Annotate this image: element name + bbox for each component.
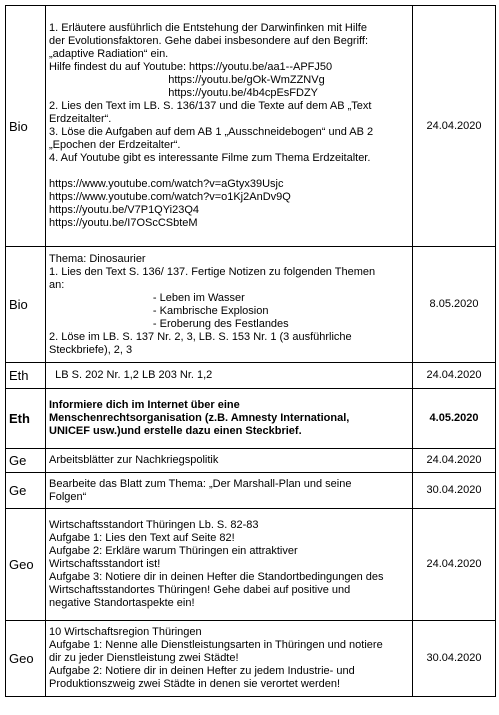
subject-cell: Bio <box>6 247 46 363</box>
due-date-cell: 30.04.2020 <box>413 473 496 509</box>
task-line: „adaptive Radiation“ ein. <box>49 48 169 60</box>
task-line: Wirtschaftsstandort ist! <box>49 558 161 570</box>
task-line: Produktionszweig zwei Städte in denen sie verortet werden! <box>49 678 341 690</box>
task-line: „Epochen der Erdzeitalter“. <box>49 139 181 151</box>
due-date-cell: 30.04.2020 <box>413 621 496 697</box>
assignment-row <box>6 389 496 449</box>
subject-cell: Geo <box>6 621 46 697</box>
assignment-table <box>5 5 496 697</box>
subject-cell: Eth <box>6 363 46 389</box>
assignment-row <box>6 247 496 363</box>
task-line: dir zu jeder Dienstleistung zwei Städte! <box>49 652 239 664</box>
task-cell <box>46 363 413 389</box>
task-cell <box>46 6 413 247</box>
task-line: Thema: Dinosaurier <box>49 252 146 265</box>
subject-cell: Ge <box>6 449 46 473</box>
task-line: Menschenrechtsorganisation (z.B. Amnesty International, <box>49 412 350 424</box>
task-line: - Kambrische Explosion <box>49 304 269 317</box>
task-line: Erdzeitalter“. <box>49 113 112 125</box>
assignment-row <box>6 6 496 247</box>
subject-cell: Bio <box>6 6 46 247</box>
task-line: Arbeitsblätter zur Nachkriegspolitik <box>49 454 219 466</box>
task-line: 2. Löse im LB. S. 137 Nr. 2, 3, LB. S. 153 Nr. 1 (3 ausführliche <box>49 330 352 343</box>
task-line: https://www.youtube.com/watch?v=o1Kj2AnDv9Q <box>49 191 291 203</box>
task-line: Bearbeite das Blatt zum Thema: „Der Marshall-Plan und seine <box>49 477 352 490</box>
task-line: UNICEF usw.)und erstelle dazu einen Steckbrief. <box>49 425 302 437</box>
task-line: 3. Löse die Aufgaben auf dem AB 1 „Ausschneidebogen“ und AB 2 <box>49 126 374 138</box>
task-line: https://youtu.be/I7OScCSbteM <box>49 217 198 229</box>
task-line: Wirtschaftsstandortes Thüringen! Gehe dabei auf positive und <box>49 584 351 596</box>
task-line: an: <box>49 278 65 291</box>
assignment-row <box>6 509 496 621</box>
subject-cell: Geo <box>6 509 46 621</box>
task-line: https://youtu.be/V7P1QYi23Q4 <box>49 204 200 216</box>
task-cell <box>46 247 413 363</box>
task-line: Aufgabe 1: Lies den Text auf Seite 82! <box>49 532 235 544</box>
task-line: Steckbriefe), 2, 3 <box>49 343 133 356</box>
task-line: 1. Lies den Text S. 136/ 137. Fertige Notizen zu folgenden Themen <box>49 265 376 278</box>
task-line: Aufgabe 2: Erkläre warum Thüringen ein attraktiver <box>49 545 298 557</box>
task-line: - Leben im Wasser <box>49 291 245 304</box>
subject-cell: Eth <box>6 389 46 449</box>
task-line: LB S. 202 Nr. 1,2 LB 203 Nr. 1,2 <box>49 369 213 381</box>
assignment-row <box>6 449 496 473</box>
due-date-cell: 24.04.2020 <box>413 509 496 621</box>
task-cell <box>46 449 413 473</box>
task-line: 10 Wirtschaftsregion Thüringen <box>49 626 202 638</box>
task-cell <box>46 389 413 449</box>
due-date-cell: 24.04.2020 <box>413 363 496 389</box>
assignment-row <box>6 363 496 389</box>
task-line: Informiere dich im Internet über eine <box>49 399 240 411</box>
due-date-cell: 8.05.2020 <box>413 247 496 363</box>
assignment-row <box>6 621 496 697</box>
subject-cell: Ge <box>6 473 46 509</box>
due-date-cell: 24.04.2020 <box>413 6 496 247</box>
task-cell <box>46 621 413 697</box>
task-line: https://youtu.be/4b4cpEsFDZY <box>49 87 319 99</box>
task-line: Wirtschaftsstandort Thüringen Lb. S. 82-83 <box>49 519 259 531</box>
assignment-rows <box>6 6 496 697</box>
due-date-cell: 24.04.2020 <box>413 449 496 473</box>
task-line: Aufgabe 1: Nenne alle Dienstleistungsarten in Thüringen und notiere <box>49 639 383 651</box>
task-line: der Evolutionsfaktoren. Gehe dabei insbesondere auf den Begriff: <box>49 35 369 47</box>
task-line: Aufgabe 3: Notiere dir in deinen Hefter die Standortbedingungen des <box>49 571 384 583</box>
task-line: 4. Auf Youtube gibt es interessante Filme zum Thema Erdzeitalter. <box>49 152 371 164</box>
task-line <box>49 165 409 178</box>
task-cell <box>46 473 413 509</box>
task-line: Folgen“ <box>49 490 87 503</box>
task-line: 2. Lies den Text im LB. S. 136/137 und die Texte auf dem AB „Text <box>49 100 372 112</box>
task-cell <box>46 509 413 621</box>
task-line: - Eroberung des Festlandes <box>49 317 289 330</box>
due-date-cell: 4.05.2020 <box>413 389 496 449</box>
assignment-row <box>6 473 496 509</box>
task-line: Aufgabe 2: Notiere dir in deinen Hefter zu jedem Industrie- und <box>49 665 355 677</box>
assignment-page <box>5 5 495 697</box>
task-line: https://youtu.be/gOk-WmZZNVg <box>49 74 325 86</box>
task-line: 1. Erläutere ausführlich die Entstehung der Darwinfinken mit Hilfe <box>49 22 367 34</box>
task-line: Hilfe findest du auf Youtube: https://youtu.be/aa1--APFJ50 <box>49 61 333 73</box>
task-line: https://www.youtube.com/watch?v=aGtyx39Usjc <box>49 178 284 190</box>
task-line: negative Standortaspekte ein! <box>49 597 195 609</box>
